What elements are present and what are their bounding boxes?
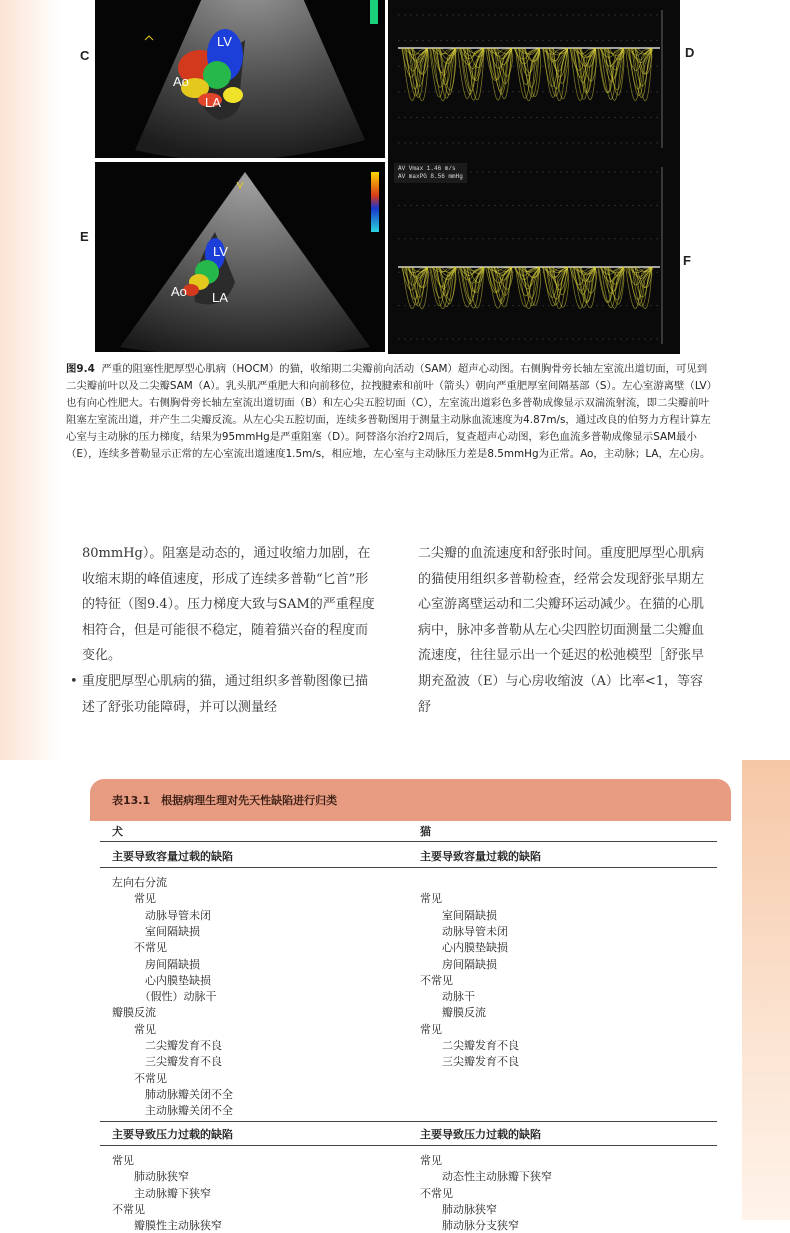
- table-rule: [100, 1121, 717, 1122]
- panel-letter-f: F: [683, 253, 691, 268]
- table-cell: 房间隔缺损: [112, 957, 200, 971]
- table-cell: 常见: [420, 892, 442, 906]
- table-cell: 不常见: [420, 1186, 453, 1200]
- table-cell: 肺动脉分支狭窄: [420, 1219, 519, 1233]
- table-cell: 常见: [112, 1154, 134, 1167]
- table-cell: 主动脉瓣关闭不全: [112, 1104, 233, 1118]
- col-header-dog: 犬: [112, 825, 123, 838]
- bullet-dot: •: [70, 673, 78, 689]
- panel-letter-e: E: [80, 229, 89, 244]
- table-cell: 不常见: [420, 973, 453, 987]
- body-paragraph: 80mmHg）。阻塞是动态的，通过收缩力加剧，在收缩末期的峰值速度，形成了连续多普勒“匕首”形的特征（图9.4）。压力梯度大致与SAM的严重程度相符合，但是可能很不稳定，随着猫兴奋的程度而变化。: [82, 546, 375, 664]
- page-edge-glow: [0, 0, 60, 760]
- echo-panel-c: [95, 0, 385, 158]
- table-cell: 不常见: [112, 941, 167, 955]
- caption-text: 严重的阻塞性肥厚型心肌病（HOCM）的猫，收缩期二尖瓣前向活动（SAM）超声心动图。右侧胸骨旁长轴左室流出道切面，可见到二尖瓣前叶以及二尖瓣SAM（A）。乳头肌严重肥大和向前移位，拉拽腱索和前叶（箭头）朝向严重肥厚室间隔基部（S）。左心室游离壁（LV）也有向心性肥大。右侧胸骨旁长轴左室流出道切面（B）和左心尖五腔切面（C），左室流出道彩色多普勒成像显示双湍流射流，即二尖瓣前叶阻塞左室流出道，并产生二尖瓣反流。从左心尖五腔切面，连续多普勒图用于测量主动脉血流速度为4.87m/s，通过改良的伯努力方程计算左心室与主动脉的压力梯度，结果为95mmHg是严重阻塞（D）。阿替洛尔治疗2周后，复查超声心动图，彩色血流多普勒成像显示SAM最小（E），连续多普勒显示正常的左心室流出道速度1.5m/s，相应地，左心室与主动脉压力差是8.5mmHg为正常。Ao，主动脉；LA，左心房。: [66, 363, 712, 460]
- col-header-cat: 猫: [420, 825, 431, 838]
- section-volume-dog: 主要导致容量过载的缺陷: [112, 850, 233, 863]
- table-title: 表13.1 根据病理生理对先天性缺陷进行归类: [112, 794, 338, 807]
- label-la: LA: [205, 95, 221, 110]
- section-pressure-cat: 主要导致压力过载的缺陷: [420, 1128, 541, 1141]
- table-cell: 瓣膜反流: [420, 1006, 486, 1020]
- label-ao: Ao: [173, 74, 189, 89]
- table-cell: 二尖瓣发育不良: [112, 1039, 222, 1052]
- table-cell: （假性）动脉干: [112, 990, 217, 1004]
- body-paragraph-right: 二尖瓣的血流速度和舒张时间。重度肥厚型心肌病的猫使用组织多普勒检查，经常会发现舒张早期左心室游离壁运动和二尖瓣环运动减少。在猫的心肌病中，脉冲多普勒从左心尖四腔切面测量二尖瓣血流速度，往往显示出一个延迟的松弛模型［舒张早期充盈波（E）与心房收缩波（A）比率<1，等容舒: [418, 546, 705, 715]
- page-edge-glow-right: [742, 760, 790, 1220]
- table-cell: 三尖瓣发育不良: [420, 1055, 519, 1069]
- table-cell: 瓣膜反流: [112, 1006, 156, 1020]
- body-column-right: [418, 541, 716, 720]
- doppler-readout: AV Vmax 1.46 m/s AV maxPG 8.56 mmHg: [394, 163, 467, 183]
- table-cell: 房间隔缺损: [420, 957, 497, 971]
- table-cell: 肺动脉狭窄: [420, 1202, 497, 1216]
- table-cell: 动脉导管未闭: [420, 924, 508, 938]
- table-cell: 不常见: [112, 1202, 145, 1216]
- table-cell: 动态性主动脉瓣下狭窄: [420, 1170, 552, 1184]
- table-cell: 常见: [112, 892, 156, 906]
- echo-fan-c: [95, 0, 385, 158]
- caption-label: 图9.4: [66, 363, 95, 375]
- section-pressure-dog: 主要导致压力过载的缺陷: [112, 1128, 233, 1141]
- doppler-trace-d: [388, 0, 680, 158]
- table-cell: 不常见: [112, 1071, 167, 1085]
- table-cell: 主动脉瓣下狭窄: [112, 1186, 211, 1200]
- panel-letter-c: C: [80, 48, 90, 63]
- body-bullet-text: 重度肥厚型心肌病的猫，通过组织多普勒图像已描述了舒张功能障碍，并可以测量经: [82, 673, 369, 715]
- table-13-1: [90, 779, 731, 1233]
- table-cell: 心内膜垫缺损: [420, 941, 508, 955]
- table-cell: 心内膜垫缺损: [112, 973, 211, 987]
- doppler-panel-d: [388, 0, 680, 158]
- figure-caption: [66, 361, 714, 463]
- label-lv: LV: [217, 34, 232, 49]
- label-la-e: LA: [212, 290, 228, 305]
- panel-letter-d: D: [685, 45, 695, 60]
- table-rule: [100, 841, 717, 842]
- section-volume-cat: 主要导致容量过载的缺陷: [420, 850, 541, 863]
- table-rule: [100, 867, 717, 868]
- body-column-left: [70, 541, 380, 720]
- echo-fan-e: [95, 162, 385, 352]
- table-cell: 常见: [420, 1022, 442, 1036]
- table-cell: 室间隔缺损: [112, 924, 200, 938]
- table-cell: 三尖瓣发育不良: [112, 1055, 222, 1069]
- table-cell: 肺动脉狭窄: [112, 1170, 189, 1184]
- table-cell: 动脉导管未闭: [112, 908, 211, 922]
- table-cell: 左向右分流: [112, 876, 167, 889]
- table-cell: 肺动脉瓣关闭不全: [112, 1087, 233, 1101]
- table-rule: [100, 1145, 717, 1146]
- label-ao-e: Ao: [171, 284, 187, 299]
- label-lv-e: LV: [213, 244, 228, 259]
- table-cell: 瓣膜性主动脉狭窄: [112, 1219, 222, 1233]
- doppler-panel-f: [388, 157, 680, 354]
- table-cell: 二尖瓣发育不良: [420, 1039, 519, 1052]
- table-header-bar: [90, 779, 731, 821]
- echo-panel-e: [95, 162, 385, 352]
- doppler-trace-f: [388, 157, 680, 354]
- table-cell: 室间隔缺损: [420, 908, 497, 922]
- table-cell: 常见: [112, 1022, 156, 1036]
- table-cell: 常见: [420, 1154, 442, 1167]
- table-cell: 动脉干: [420, 990, 475, 1004]
- body-bullet-paragraph: [70, 669, 380, 720]
